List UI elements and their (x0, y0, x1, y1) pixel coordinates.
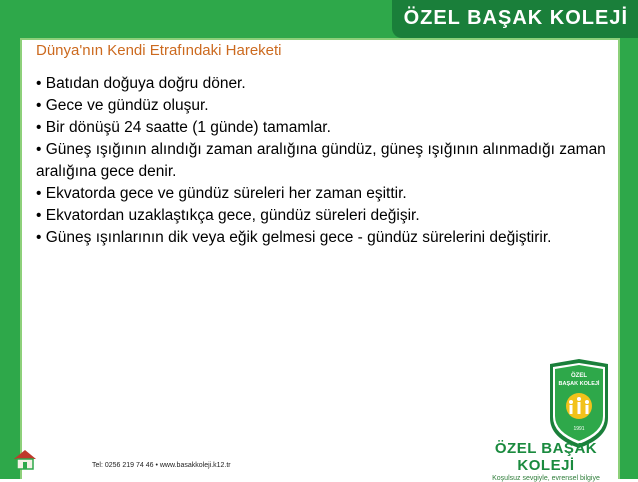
logo-year-text: 1991 (573, 426, 585, 432)
bullet-item: • Güneş ışınlarının dik veya eğik gelmesi gece - gündüz sürelerini değiştirir. (36, 229, 552, 246)
bullet-item: • Ekvatorda gece ve gündüz süreleri her zaman eşittir. (36, 185, 407, 202)
bullet-item: • Batıdan doğuya doğru döner. (36, 75, 246, 92)
bullet-item: • Bir dönüşü 24 saatte (1 günde) tamamlar. (36, 119, 331, 136)
bullet-item: • Ekvatordan uzaklaştıkça gece, gündüz süreleri değişir. (36, 207, 420, 224)
footer-brand (476, 440, 616, 482)
footer-brand-slogan: Koşulsuz sevgiyle, evrensel bilgiye (492, 475, 600, 482)
brand-banner-text: ÖZEL BAŞAK KOLEJİ (403, 7, 628, 29)
bullet-item: • Gece ve gündüz oluşur. (36, 97, 209, 114)
left-band (0, 38, 20, 479)
right-band (620, 38, 638, 479)
logo-top-text: ÖZEL (571, 373, 587, 379)
footer-brand-name: ÖZEL BAŞAK KOLEJİ (494, 440, 598, 474)
school-logo (546, 358, 612, 450)
logo-mid-text: BAŞAK KOLEJİ (558, 381, 600, 387)
home-icon[interactable] (12, 448, 38, 470)
footer-contact: Tel: 0256 219 74 46 • www.basakkoleji.k12.tr (92, 462, 231, 469)
brand-banner (392, 0, 638, 38)
slide-content (36, 42, 616, 249)
bullet-list (36, 73, 616, 249)
bullet-item: • Güneş ışığının alındığı zaman aralığına gündüz, güneş ışığının alınmadığı zaman aralığına gece denir. (36, 141, 606, 180)
slide-title: Dünya'nın Kendi Etrafındaki Hareketi (36, 42, 282, 59)
